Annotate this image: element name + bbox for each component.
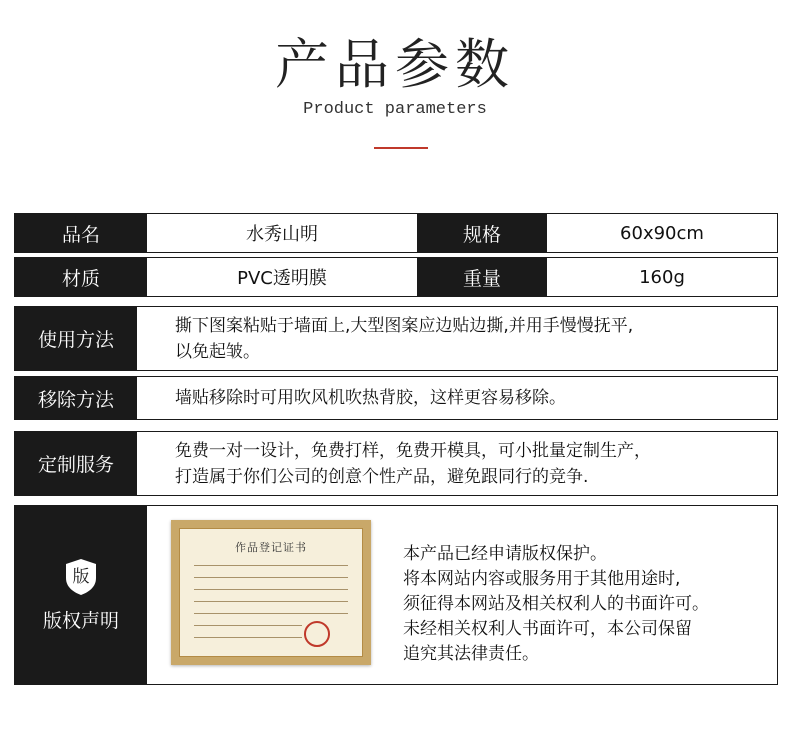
copyright-row: [14, 505, 778, 685]
size-label: 规格: [417, 214, 547, 252]
copyright-label-block: [15, 506, 147, 684]
certificate-line: [194, 613, 348, 614]
title-divider: [374, 147, 428, 149]
spec-row-material-weight: [14, 257, 778, 297]
material-label: 材质: [15, 258, 147, 296]
usage-text: [175, 307, 767, 370]
copyright-text: [403, 542, 709, 667]
certificate-seal: [304, 621, 330, 647]
removal-label: 移除方法: [15, 377, 137, 419]
usage-row: [14, 306, 778, 371]
size-value: 60x90cm: [620, 222, 704, 244]
weight-value: 160g: [639, 266, 685, 288]
page-subtitle: Product parameters: [303, 100, 487, 119]
copyright-line: 将本网站内容或服务用于其他用途时,: [403, 569, 681, 589]
certificate-line: [194, 589, 348, 590]
copyright-line: 追究其法律责任。: [403, 644, 539, 664]
name-label: 品名: [15, 214, 147, 252]
custom-label: 定制服务: [15, 432, 137, 495]
custom-line: 免费一对一设计，免费打样，免费开模具，可小批量定制生产，: [175, 440, 651, 461]
usage-label: 使用方法: [15, 307, 137, 370]
custom-text: [175, 432, 767, 495]
custom-line: 打造属于你们公司的创意个性产品，避免跟同行的竞争.: [175, 466, 589, 487]
copyright-line: 本产品已经申请版权保护。: [403, 544, 607, 564]
custom-row: [14, 431, 778, 496]
removal-row: [14, 376, 778, 420]
usage-line: 以免起皱。: [175, 341, 260, 362]
copyright-line: 未经相关权利人书面许可，本公司保留: [403, 619, 692, 639]
name-value: 水秀山明: [246, 224, 318, 245]
removal-line: 墙贴移除时可用吹风机吹热背胶，这样更容易移除。: [175, 388, 566, 408]
usage-line: 撕下图案粘贴于墙面上,大型图案应边贴边撕,并用手慢慢抚平,: [175, 315, 634, 336]
material-value: PVC透明膜: [237, 268, 327, 289]
removal-text: [175, 377, 767, 419]
badge-char: 版: [72, 567, 90, 587]
copyright-line: 须征得本网站及相关权利人的书面许可。: [403, 594, 709, 614]
certificate-line: [194, 637, 302, 638]
copyright-label: 版权声明: [42, 609, 119, 632]
certificate-line: [194, 625, 302, 626]
certificate-title: 作品登记证书: [235, 541, 307, 554]
certificate-line: [194, 601, 348, 602]
weight-label: 重量: [417, 258, 547, 296]
certificate-line: [194, 565, 348, 566]
spec-row-name-size: [14, 213, 778, 253]
certificate-line: [194, 577, 348, 578]
page-title: 产品参数: [275, 33, 515, 96]
certificate-image: [171, 520, 371, 665]
